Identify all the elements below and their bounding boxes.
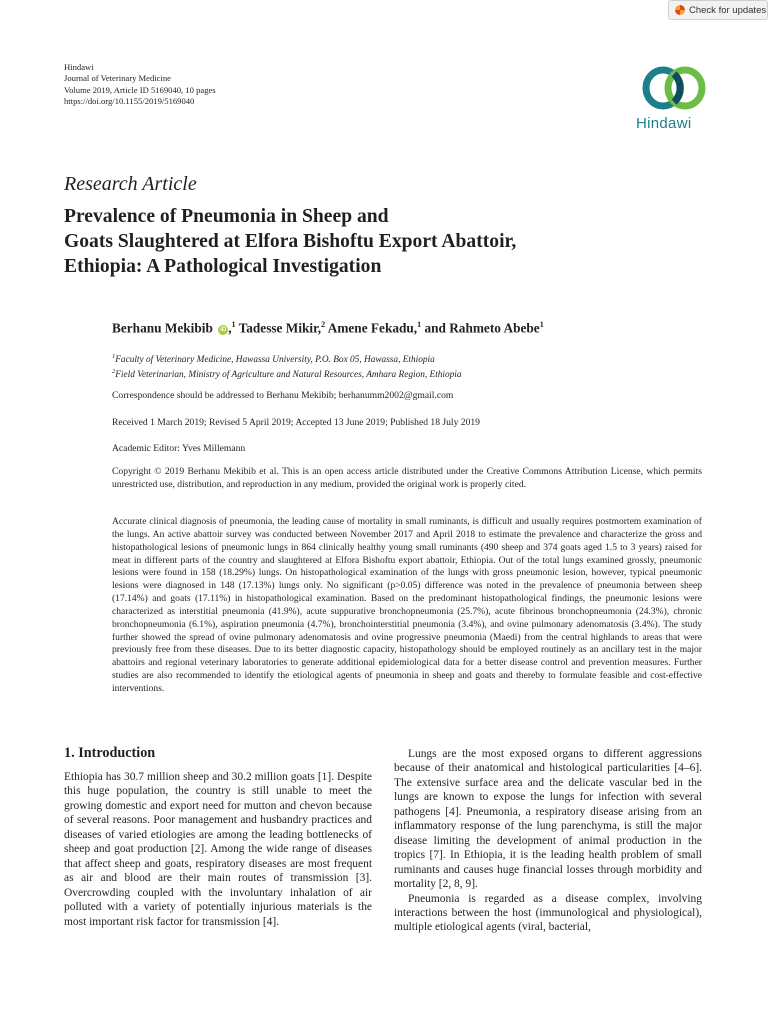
volume-info: Volume 2019, Article ID 5169040, 10 pages bbox=[64, 84, 216, 95]
author-name: Amene Fekadu bbox=[327, 320, 414, 336]
check-for-updates-label: Check for updates bbox=[689, 4, 767, 16]
journal-name: Journal of Veterinary Medicine bbox=[64, 73, 171, 84]
academic-editor: Academic Editor: Yves Millemann bbox=[112, 443, 246, 454]
crossmark-icon bbox=[675, 5, 685, 15]
affiliation-marker: 1 bbox=[231, 320, 236, 329]
title-line: Ethiopia: A Pathological Investigation bbox=[64, 256, 382, 277]
affiliation-line: $^2$Field Veterinarian, Ministry of Agriculture and Natural Resources, Amhara Region, Ethiopia bbox=[112, 368, 462, 381]
title-line: Goats Slaughtered at Elfora Bishoftu Export Abattoir, bbox=[64, 231, 517, 252]
title-line: Prevalence of Pneumonia in Sheep and bbox=[64, 206, 389, 227]
correspondence-line: Correspondence should be addressed to Berhanu Mekibib; berhanumm2002@gmail.com bbox=[112, 390, 454, 401]
intro-paragraph: Lungs are the most exposed organs to different aggressions because of their anatomical and histological particularities [4–6]. The extensive surface area and the delicate vascular bed in the lungs are known to expose the lungs for infection with several pathogens [4]. Pneumonia, a respiratory disease arising from an inflammatory response of the lung parenchyma, is still the major disease limiting the development of animal production in the tropics [7]. In Ethiopia, it is the leading health problem of small ruminants and causes huge financial losses through morbidity and mortality [2, 8, 9]. bbox=[394, 748, 702, 891]
author-name: Berhanu Mekibib bbox=[112, 320, 213, 336]
copyright-notice: Copyright © 2019 Berhanu Mekibib et al. This is an open access article distributed under the Creative Commons Attribution License, which permits unrestricted use, distribution, and reproduction in any medium, provided the original work is properly cited. bbox=[112, 466, 702, 490]
affiliation-line: $^1$Faculty of Veterinary Medicine, Hawassa University, P.O. Box 05, Hawassa, Ethiopia bbox=[112, 353, 435, 366]
intro-column-right bbox=[394, 747, 702, 935]
affiliation-marker: 1 bbox=[417, 320, 422, 329]
section-heading-introduction: 1. Introduction bbox=[64, 745, 156, 761]
author-name: Tadesse Mikir bbox=[238, 320, 318, 336]
doi-link[interactable]: https://doi.org/10.1155/2019/5169040 bbox=[64, 96, 195, 107]
article-title bbox=[64, 204, 624, 279]
publication-dates: Received 1 March 2019; Revised 5 April 2019; Accepted 13 June 2019; Published 18 July 2019 bbox=[112, 417, 480, 428]
intro-paragraph: Pneumonia is regarded as a disease complex, involving interactions between the host (immunological and physiological), multiple etiological agents (viral, bacterial, bbox=[394, 892, 702, 934]
affiliation-marker: 1 bbox=[539, 320, 544, 329]
hindawi-wordmark: Hindawi bbox=[636, 115, 692, 132]
affiliations bbox=[112, 351, 462, 382]
affiliation-marker: 2 bbox=[321, 320, 326, 329]
publisher-name: Hindawi bbox=[64, 62, 94, 72]
article-type: Research Article bbox=[64, 173, 197, 195]
orcid-icon[interactable]: iD bbox=[220, 327, 227, 334]
journal-metadata bbox=[64, 62, 216, 108]
author-list: Berhanu Mekibib iD ,$^1$ Tadesse Mikir,$^2$ Amene Fekadu,$^1$ and Rahmeto Abebe$^1$ bbox=[112, 320, 544, 336]
abstract-text: Accurate clinical diagnosis of pneumonia, the leading cause of mortality in small ruminants, is difficult and usually requires postmortem examination of the lungs. An active abattoir survey was conducted between November 2017 and April 2018 to estimate the prevalence and characterize the gross and histopathological lesions of pneumonic lungs in 864 clinically healthy young small ruminants (490 sheep and 374 goats aged 1.5 to 3 years) raised for meat in different parts of the country and slaughtered at Elfora Bishoftu export abattoir, Ethiopia. Out of the total lungs examined grossly, pneumonic lesions were found in 158 (18.29%) lungs. On histopathological examination of the lungs with gross pneumonic lesion, however, typical pneumonic lesions were diagnosed in 148 (17.13%) lungs only. No significant (p>0.05) difference was noted in the prevalence of pneumonia between sheep (17.14%) and goats (17.11%) in histopathological examination. Based on the predominant histopathological findings, the pneumonic lesions were characterized as interstitial pneumonia (41.9%), acute suppurative bronchopneumonia (25.7%), acute fibrinous bronchopneumonia (24.3%), chronic bronchopneumonia (6.1%), aspiration pneumonia (4.7%), bronchointerstitial pneumonia (3.4%), and ovine pulmonary adenomatosis (3.4%). The study further showed the spread of ovine pulmonary adenomatosis and ovine progressive pneumonia (Maedi) from the central highlands to areas that were previously free from these diseases. Due to its better diagnostic capacity, histopathology should be employed routinely as an ancillary test in the major abattoirs and regional veterinary laboratories to generate additional epidemiological data for a better disease control and prevention measures. Further studies are also recommended to identify the etiological agents of pneumonia in sheep and goats and thereby to formulate feasible and cost-effective interventions. bbox=[112, 516, 702, 694]
author-name: and Rahmeto Abebe bbox=[424, 320, 540, 336]
check-for-updates-button[interactable] bbox=[668, 0, 768, 20]
intro-paragraph-left: Ethiopia has 30.7 million sheep and 30.2 million goats [1]. Despite this huge population, the country is still unable to meet the growing domestic and export need for mutton and chevon because of several reasons. Poor management and husbandry practices and diseases of varied etiologies are among the leading bottlenecks of sheep and goat production [2]. Among the wide range of diseases that affect sheep and goats, respiratory diseases are most frequent as air and blood are their main routes of transmission [3]. Overcrowding coupled with the involuntary inhalation of air polluted with a variety of potentially injurious materials is the most important risk factor for transmission [4]. bbox=[64, 771, 372, 928]
